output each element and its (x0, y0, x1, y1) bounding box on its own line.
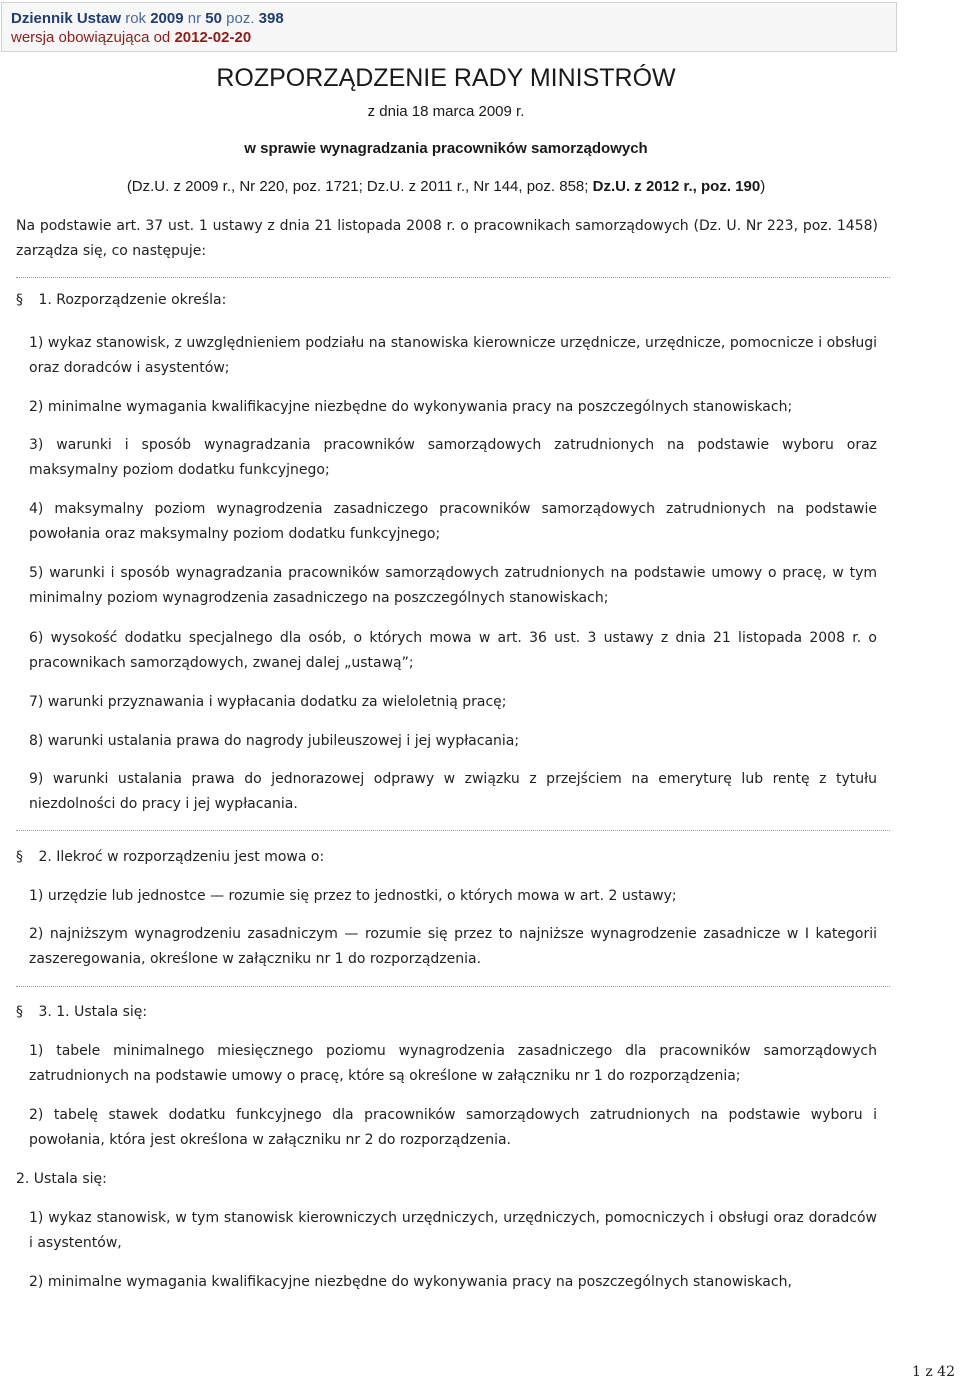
divider (16, 830, 890, 831)
version-info (11, 28, 896, 47)
position-label: poz. (226, 10, 255, 27)
section-1-item: 9) warunki ustalania prawa do jednorazowej odprawy w związku z przejściem na emeryturę lub rentę z tytułu niezdolności do pracy i jej wypłacania. (29, 771, 877, 812)
section-1-item: 2) minimalne wymagania kwalifikacyjne niezbędne do wykonywania pracy na poszczególnych stanowiskach; (29, 399, 793, 415)
paragraph-symbol: § (16, 292, 23, 308)
section-1-item: 1) wykaz stanowisk, z uwzględnieniem podziału na stanowiska kierownicze urzędnicze, urzędnicze, pomocnicze i obsługi oraz doradców i asystentów; (29, 335, 877, 376)
section-2-title (16, 845, 324, 870)
title-text: ROZPORZĄDZENIE RADY MINISTRÓW (216, 64, 676, 92)
section-1-title (16, 288, 226, 313)
section-1-item: 7) warunki przyznawania i wypłacania dodatku za wieloletnią pracę; (29, 694, 507, 710)
divider (16, 986, 890, 987)
section-3-2-title: 2. Ustala się: (16, 1171, 107, 1187)
journal-reference (11, 9, 896, 28)
refs-bold: Dz.U. z 2012 r., poz. 190 (592, 178, 761, 195)
section-1-item: 5) warunki i sposób wynagradzania pracowników samorządowych zatrudnionych na podstawie umowy o pracę, w tym minimalny poziom wynagrodzenia zasadniczego na poszczególnych stanowiskach; (29, 565, 877, 606)
section-3-item: 2) tabelę stawek dodatku funkcyjnego dla pracowników samorządowych zatrudnionych na podstawie wyboru i powołania, która jest określona w załączniku nr 2 do rozporządzenia. (29, 1107, 877, 1148)
section-1-item: 8) warunki ustalania prawa do nagrody jubileuszowej i jej wypłacania; (29, 733, 520, 749)
journal-position: 398 (258, 10, 284, 27)
section-2-heading: 2. Ilekroć w rozporządzeniu jest mowa o: (38, 849, 325, 865)
number-label: nr (187, 10, 202, 27)
section-1-item: 6) wysokość dodatku specjalnego dla osób, o których mowa w art. 36 ust. 3 ustawy z dnia 21 listopada 2008 r. o pracownikach samorządowych, zwanej dalej „ustawą”; (29, 630, 877, 671)
section-1-item: 4) maksymalny poziom wynagrodzenia zasadniczego pracowników samorządowych zatrudnionych na podstawie powołania oraz maksymalny poziom dodatku funkcyjnego; (29, 501, 877, 542)
journal-year: 2009 (150, 10, 184, 27)
section-1-heading: 1. Rozporządzenie określa: (38, 292, 227, 308)
preamble: Na podstawie art. 37 ust. 1 ustawy z dnia 21 listopada 2008 r. o pracownikach samorządowych (Dz. U. Nr 223, poz. 1458) zarządza się, co następuje: (16, 218, 878, 259)
section-1-item: 3) warunki i sposób wynagradzania pracowników samorządowych zatrudnionych na podstawie wyboru oraz maksymalny poziom dodatku funkcyjnego; (29, 437, 877, 478)
document-header (1, 2, 897, 52)
section-3-title (16, 1000, 147, 1025)
document-title (0, 64, 892, 93)
refs-plain: (Dz.U. z 2009 r., Nr 220, poz. 1721; Dz.U. z 2011 r., Nr 144, poz. 858; (126, 178, 589, 195)
document-subject: w sprawie wynagradzania pracowników samorządowych (244, 140, 648, 157)
year-label: rok (125, 10, 147, 27)
document-date: z dnia 18 marca 2009 r. (367, 103, 525, 120)
section-3-2-item: 1) wykaz stanowisk, w tym stanowisk kierowniczych urzędniczych, urzędniczych, pomocniczych i obsługi oraz doradców i asystentów, (29, 1210, 877, 1251)
paragraph-symbol: § (16, 1004, 23, 1020)
section-3-item: 1) tabele minimalnego miesięcznego poziomu wynagrodzenia zasadniczego dla pracowników samorządowych zatrudnionych na podstawie umowy o pracę, które są określone w załączniku nr 1 do rozporządzenia; (29, 1043, 877, 1084)
version-date: 2012-02-20 (174, 29, 252, 46)
section-3-2-item: 2) minimalne wymagania kwalifikacyjne niezbędne do wykonywania pracy na poszczególnych stanowiskach, (29, 1274, 792, 1290)
journal-number: 50 (205, 10, 222, 27)
section-2-item: 2) najniższym wynagrodzeniu zasadniczym — rozumie się przez to najniższe wynagrodzenie zasadnicze w I kategorii zaszeregowania, określone w załączniku nr 1 do rozporządzenia. (29, 926, 877, 967)
divider (16, 277, 890, 278)
page-number: 1 z 42 (912, 1364, 955, 1380)
paragraph-symbol: § (16, 849, 23, 865)
refs-close: ) (760, 178, 766, 195)
version-label: wersja obowiązująca od (11, 29, 171, 46)
section-3-heading: 3. 1. Ustala się: (38, 1004, 148, 1020)
section-2-item: 1) urzędzie lub jednostce — rozumie się przez to jednostki, o których mowa w art. 2 ustawy; (29, 888, 677, 904)
journal-name: Dziennik Ustaw (11, 10, 122, 27)
publication-references (0, 178, 892, 195)
